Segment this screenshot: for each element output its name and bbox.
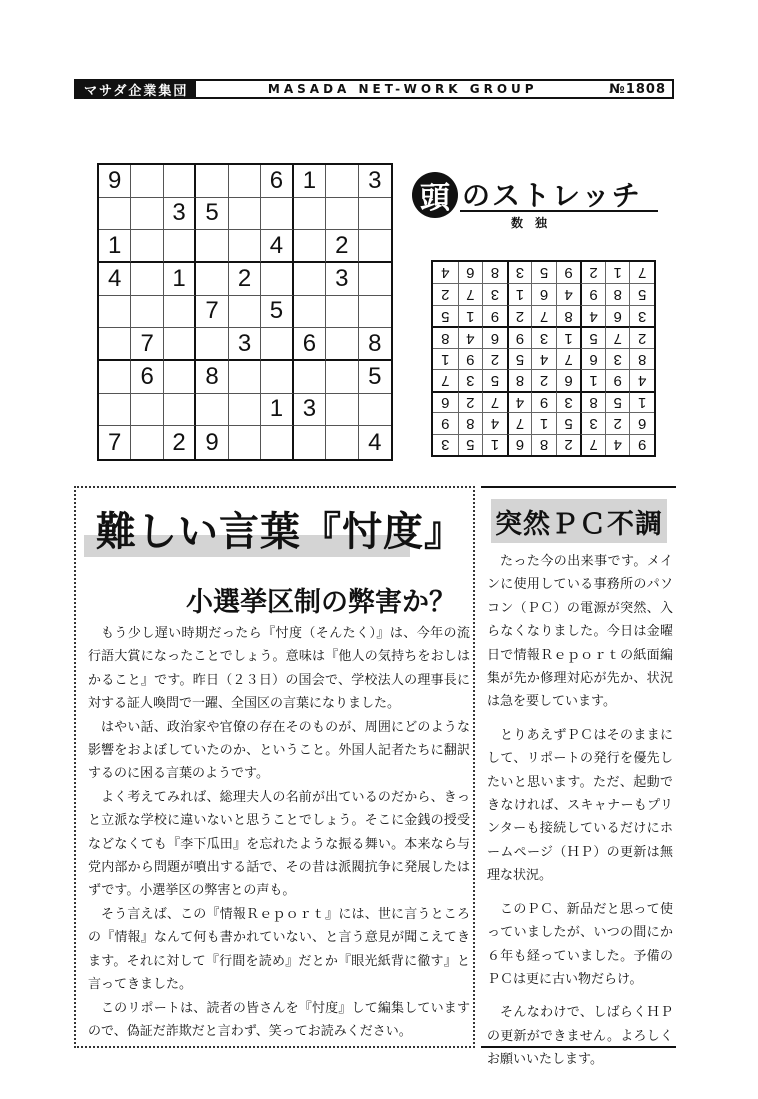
answer-cell: 8	[482, 262, 507, 283]
sudoku-answer-grid	[431, 260, 656, 457]
sudoku-cell: 4	[368, 428, 382, 456]
answer-cell: 2	[580, 262, 605, 283]
sudoku-cell	[229, 165, 261, 198]
sudoku-cell	[294, 426, 326, 459]
answer-cell: 4	[507, 391, 532, 412]
sudoku-cell: 5	[359, 361, 391, 394]
sudoku-cell	[196, 328, 228, 361]
answer-cell: 6	[482, 326, 507, 347]
sudoku-cell: 6	[131, 361, 163, 394]
sudoku-cell	[229, 394, 261, 427]
issue-number: №1808	[609, 81, 666, 97]
sudoku-cell: 8	[196, 361, 228, 394]
answer-cell: 3	[507, 262, 532, 283]
answer-cell: 6	[580, 348, 605, 369]
sudoku-cell	[131, 165, 163, 198]
sudoku-cell: 4	[261, 230, 293, 263]
answer-cell: 8	[556, 305, 581, 326]
answer-cell: 1	[531, 412, 556, 433]
sudoku-cell: 5	[261, 296, 293, 329]
answer-cell: 7	[531, 305, 556, 326]
sudoku-cell	[359, 198, 391, 231]
sudoku-cell	[196, 394, 228, 427]
sudoku-cell	[326, 296, 358, 329]
sudoku-cell	[196, 165, 228, 198]
answer-cell: 3	[556, 391, 581, 412]
sudoku-cell: 9	[99, 165, 131, 198]
answer-cell: 5	[580, 326, 605, 347]
sudoku-cell	[229, 198, 261, 231]
article-paragraph: もう少し遅い時期だったら『忖度（そんたく）』は、今年の流行語大賞になったことでしょう。意味は『他人の気持ちをおしはかること』です。昨日（２３日）の国会で、学校法人の理事長に対する証人喚問で一躍、全国区の言葉になりました。	[88, 626, 470, 712]
sudoku-cell	[294, 230, 326, 263]
answer-cell: 6	[507, 434, 532, 455]
sudoku-cell: 3	[326, 263, 358, 296]
article-paragraph: このリポートは、読者の皆さんを『忖度』して編集していますので、偽証だ詐欺だと言わず、笑ってお読みください。	[88, 1000, 470, 1039]
sudoku-cell: 2	[229, 263, 261, 296]
sudoku-cell: 7	[196, 296, 228, 329]
sudoku-cell: 3	[294, 394, 326, 427]
answer-cell: 5	[605, 391, 630, 412]
sudoku-cell: 9	[196, 426, 228, 459]
answer-cell: 9	[507, 326, 532, 347]
sudoku-cell	[164, 361, 196, 394]
answer-cell: 1	[482, 434, 507, 455]
answer-cell: 9	[556, 262, 581, 283]
sudoku-cell	[131, 263, 163, 296]
article-paragraph: よく考えてみれば、総理夫人の名前が出ているのだから、きっと立派な学校に違いないと思うことでしょう。そこに金銭の授受などなくても『李下瓜田』を忘れたような振る舞い。本来なら与党内部から問題が噴出する話で、その昔は派閥抗争に発展したはずです。小選挙区の弊害との声も。	[88, 789, 470, 899]
article-paragraph: はやい話、政治家や官僚の存在そのものが、周囲にどのような影響をおよぼしていたのか、ということ。外国人記者たちに翻訳するのに困る言葉のようです。	[88, 719, 470, 782]
sudoku-cell	[99, 296, 131, 329]
answer-cell: 6	[458, 262, 483, 283]
sudoku-cell	[261, 198, 293, 231]
answer-cell: 7	[507, 412, 532, 433]
sudoku-cell	[196, 263, 228, 296]
answer-cell: 3	[458, 369, 483, 390]
answer-cell: 4	[482, 412, 507, 433]
sudoku-cell	[261, 361, 293, 394]
main-article	[74, 486, 475, 1048]
answer-cell: 8	[458, 412, 483, 433]
sudoku-cell	[229, 230, 261, 263]
sudoku-cell: 2	[326, 230, 358, 263]
answer-cell: 4	[605, 434, 630, 455]
column-paragraph: このＰＣ、新品だと思って使っていましたが、いつの間にか６年も経っていました。予備のＰＣは更に古い物だらけ。	[487, 901, 673, 987]
answer-cell: 9	[580, 283, 605, 304]
answer-cell: 9	[433, 412, 458, 433]
answer-cell: 9	[458, 348, 483, 369]
side-column	[481, 486, 676, 1068]
sudoku-cell: 3	[229, 328, 261, 361]
sudoku-cell: 3	[164, 198, 196, 231]
answer-cell: 3	[531, 326, 556, 347]
answer-cell: 1	[605, 262, 630, 283]
puzzle-column-subtitle: 数独	[510, 216, 559, 230]
answer-cell: 5	[433, 305, 458, 326]
column-body	[487, 550, 673, 1082]
sudoku-cell	[326, 426, 358, 459]
sudoku-cell	[261, 426, 293, 459]
answer-cell: 2	[629, 326, 654, 347]
sudoku-cell	[131, 198, 163, 231]
answer-cell: 9	[531, 391, 556, 412]
article-paragraph: そう言えば、この『情報Ｒｅｐｏｒｔ』には、世に言うところの『情報』なんて何も書かれていない、と言う意見が聞こえてきます。それに対して『行間を読め』だとか『眼光紙背に徹す』と言ってきました。	[88, 906, 470, 993]
answer-cell: 8	[507, 369, 532, 390]
column-top-rule	[481, 486, 676, 488]
answer-cell: 1	[458, 305, 483, 326]
column-title: 突然ＰＣ不調	[491, 499, 667, 543]
sudoku-cell: 5	[196, 198, 228, 231]
answer-cell: 8	[580, 391, 605, 412]
answer-cell: 8	[629, 348, 654, 369]
answer-cell: 1	[556, 326, 581, 347]
sudoku-cell	[131, 230, 163, 263]
answer-cell: 7	[482, 391, 507, 412]
answer-cell: 1	[580, 369, 605, 390]
sudoku-cell	[229, 426, 261, 459]
sudoku-cell	[99, 361, 131, 394]
answer-cell: 5	[556, 412, 581, 433]
answer-cell: 8	[531, 434, 556, 455]
sudoku-cell	[359, 296, 391, 329]
sudoku-cell: 1	[164, 263, 196, 296]
sudoku-cell: 1	[294, 165, 326, 198]
sudoku-cell	[164, 296, 196, 329]
answer-cell: 3	[433, 434, 458, 455]
sudoku-cell: 4	[99, 263, 131, 296]
sudoku-cell	[229, 361, 261, 394]
sudoku-cell: 7	[99, 426, 131, 459]
title-underline	[460, 210, 658, 212]
column-bottom-rule	[481, 1046, 676, 1048]
column-paragraph: そんなわけで、しばらくＨＰの更新ができません。よろしくお願いいたします。	[487, 1005, 673, 1068]
answer-cell: 3	[482, 283, 507, 304]
answer-cell: 2	[482, 348, 507, 369]
sudoku-cell	[261, 263, 293, 296]
sudoku-cell	[164, 230, 196, 263]
answer-cell: 9	[482, 305, 507, 326]
masthead-company-name: マサダ企業集団	[76, 81, 196, 97]
answer-cell: 4	[556, 283, 581, 304]
sudoku-cell: 1	[99, 230, 131, 263]
sudoku-cell	[229, 296, 261, 329]
answer-cell: 6	[629, 412, 654, 433]
answer-cell: 2	[531, 369, 556, 390]
sudoku-cell	[99, 328, 131, 361]
sudoku-cell	[294, 198, 326, 231]
answer-cell: 8	[605, 283, 630, 304]
answer-cell: 9	[629, 434, 654, 455]
sudoku-cell	[99, 394, 131, 427]
answer-cell: 2	[605, 412, 630, 433]
answer-cell: 5	[507, 348, 532, 369]
answer-cell: 4	[580, 305, 605, 326]
sudoku-cell	[164, 165, 196, 198]
answer-cell: 6	[605, 305, 630, 326]
answer-cell: 1	[629, 391, 654, 412]
sudoku-cell	[99, 198, 131, 231]
sudoku-cell	[294, 296, 326, 329]
answer-cell: 8	[433, 326, 458, 347]
sudoku-cell: 6	[261, 165, 293, 198]
answer-cell: 7	[458, 283, 483, 304]
column-paragraph: とりあえずＰＣはそのままにして、リポートの発行を優先したいと思います。ただ、起動できなければ、スキャナーもプリンターも接続しているだけにホームページ（ＨＰ）の更新は無理な状況。	[487, 727, 673, 884]
sudoku-cell	[131, 394, 163, 427]
sudoku-cell: 7	[131, 328, 163, 361]
sudoku-cell: 8	[359, 328, 391, 361]
sudoku-cell	[261, 328, 293, 361]
answer-cell: 4	[441, 264, 450, 282]
sudoku-cell	[164, 328, 196, 361]
sudoku-cell: 2	[164, 426, 196, 459]
answer-cell: 4	[531, 348, 556, 369]
answer-cell: 3	[605, 348, 630, 369]
sudoku-cell	[326, 394, 358, 427]
sudoku-cell	[326, 198, 358, 231]
answer-cell: 5	[482, 369, 507, 390]
masthead	[74, 79, 674, 99]
answer-cell: 2	[556, 434, 581, 455]
answer-cell: 4	[629, 369, 654, 390]
article-subtitle: 小選挙区制の弊害か？	[186, 587, 456, 618]
sudoku-cell	[326, 328, 358, 361]
answer-cell: 3	[580, 412, 605, 433]
answer-cell: 5	[458, 434, 483, 455]
masthead-group-name: MASADA NET-WORK GROUP	[267, 82, 538, 96]
answer-cell: 6	[433, 391, 458, 412]
sudoku-cell	[196, 230, 228, 263]
answer-cell: 2	[458, 391, 483, 412]
article-title: 難しい言葉『忖度』	[96, 509, 465, 555]
sudoku-puzzle-grid	[97, 163, 393, 461]
article-body	[88, 622, 470, 1043]
answer-cell: 3	[629, 305, 654, 326]
puzzle-column-title: のストレッチ	[462, 179, 642, 212]
sudoku-cell	[326, 361, 358, 394]
answer-cell: 7	[629, 262, 654, 283]
answer-cell: 6	[556, 369, 581, 390]
sudoku-cell	[359, 263, 391, 296]
sudoku-cell: 1	[261, 394, 293, 427]
answer-cell: 9	[605, 369, 630, 390]
sudoku-cell: 3	[359, 165, 391, 198]
head-kanji-badge: 頭	[412, 172, 458, 218]
answer-cell: 6	[531, 283, 556, 304]
answer-cell: 2	[433, 283, 458, 304]
answer-cell: 5	[531, 262, 556, 283]
sudoku-cell	[164, 394, 196, 427]
answer-cell: 7	[556, 348, 581, 369]
sudoku-cell	[359, 230, 391, 263]
answer-cell: 7	[605, 326, 630, 347]
puzzle-column-heading	[412, 168, 658, 230]
sudoku-cell	[131, 426, 163, 459]
answer-cell: 7	[433, 369, 458, 390]
answer-cell: 2	[507, 305, 532, 326]
sudoku-cell	[131, 296, 163, 329]
answer-cell: 1	[507, 283, 532, 304]
answer-cell: 7	[580, 434, 605, 455]
answer-cell: 4	[458, 326, 483, 347]
sudoku-cell	[294, 263, 326, 296]
sudoku-cell: 6	[294, 328, 326, 361]
sudoku-cell	[359, 394, 391, 427]
sudoku-cell	[294, 361, 326, 394]
answer-cell: 1	[433, 348, 458, 369]
sudoku-cell	[326, 165, 358, 198]
answer-cell: 5	[629, 283, 654, 304]
column-paragraph: たった今の出来事です。メインに使用している事務所のパソコン（ＰＣ）の電源が突然、入らなくなりました。今日は金曜日で情報Ｒｅｐｏｒｔの紙面編集が先か修理対応が先か、状況は急を要しています。	[487, 554, 673, 710]
